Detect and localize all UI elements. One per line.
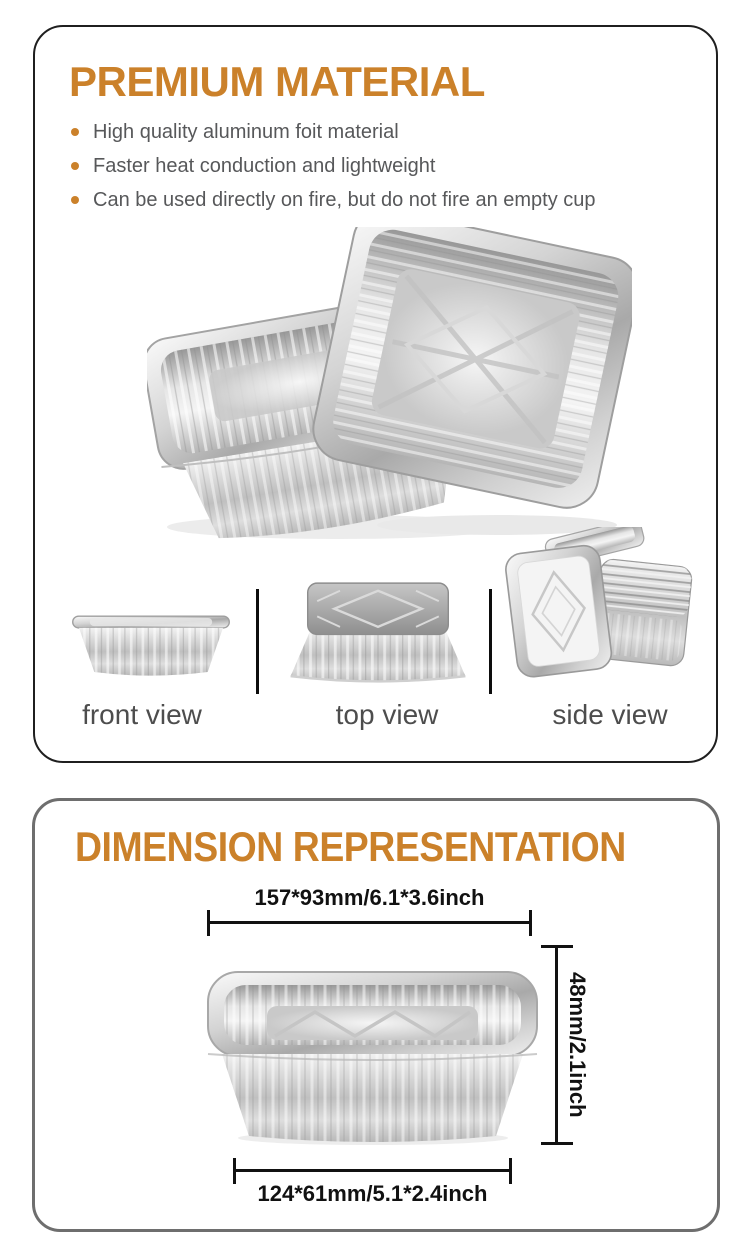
top-view-label: top view <box>335 699 439 730</box>
bottom-dimension-line <box>233 1169 512 1172</box>
front-view-illustration <box>65 609 237 681</box>
side-view-photo <box>500 527 696 695</box>
side-view-label: side view <box>552 699 668 730</box>
top-dimension-line <box>207 921 532 924</box>
side-view-illustration <box>500 527 696 695</box>
feature-list <box>71 115 596 217</box>
feature-item <box>71 183 596 217</box>
top-view-illustration <box>283 577 473 689</box>
height-dimension-label: 48mm/2.1inch <box>565 971 590 1118</box>
foil-pans-illustration <box>147 227 632 542</box>
bullet-dot-icon <box>71 196 79 204</box>
dimension-title: DIMENSION REPRESENTATION <box>75 823 626 870</box>
product-photo-main <box>147 227 632 542</box>
front-view-label: front view <box>82 699 202 730</box>
bottom-width-dimension-label: 124*61mm/5.1*2.4inch <box>257 1181 488 1206</box>
front-view-photo <box>65 609 237 681</box>
feature-text: Can be used directly on fire, but do not fire an empty cup <box>93 188 596 211</box>
dimension-tick <box>207 910 210 936</box>
premium-material-card <box>33 25 718 763</box>
bullet-dot-icon <box>71 128 79 136</box>
view-divider <box>489 589 492 694</box>
dimension-card <box>32 798 720 1232</box>
top-width-dimension-label: 157*93mm/6.1*3.6inch <box>254 885 485 910</box>
feature-item <box>71 115 596 149</box>
height-dimension-line <box>555 946 558 1143</box>
product-photo-dimension <box>205 966 540 1146</box>
feature-text: High quality aluminum foit material <box>93 120 399 143</box>
premium-material-title: PREMIUM MATERIAL <box>69 58 485 105</box>
feature-item <box>71 149 596 183</box>
bullet-dot-icon <box>71 162 79 170</box>
dimension-pan-illustration <box>205 966 540 1146</box>
top-view-photo <box>283 577 473 689</box>
feature-text: Faster heat conduction and lightweight <box>93 154 436 177</box>
view-divider <box>256 589 259 694</box>
dimension-tick <box>529 910 532 936</box>
